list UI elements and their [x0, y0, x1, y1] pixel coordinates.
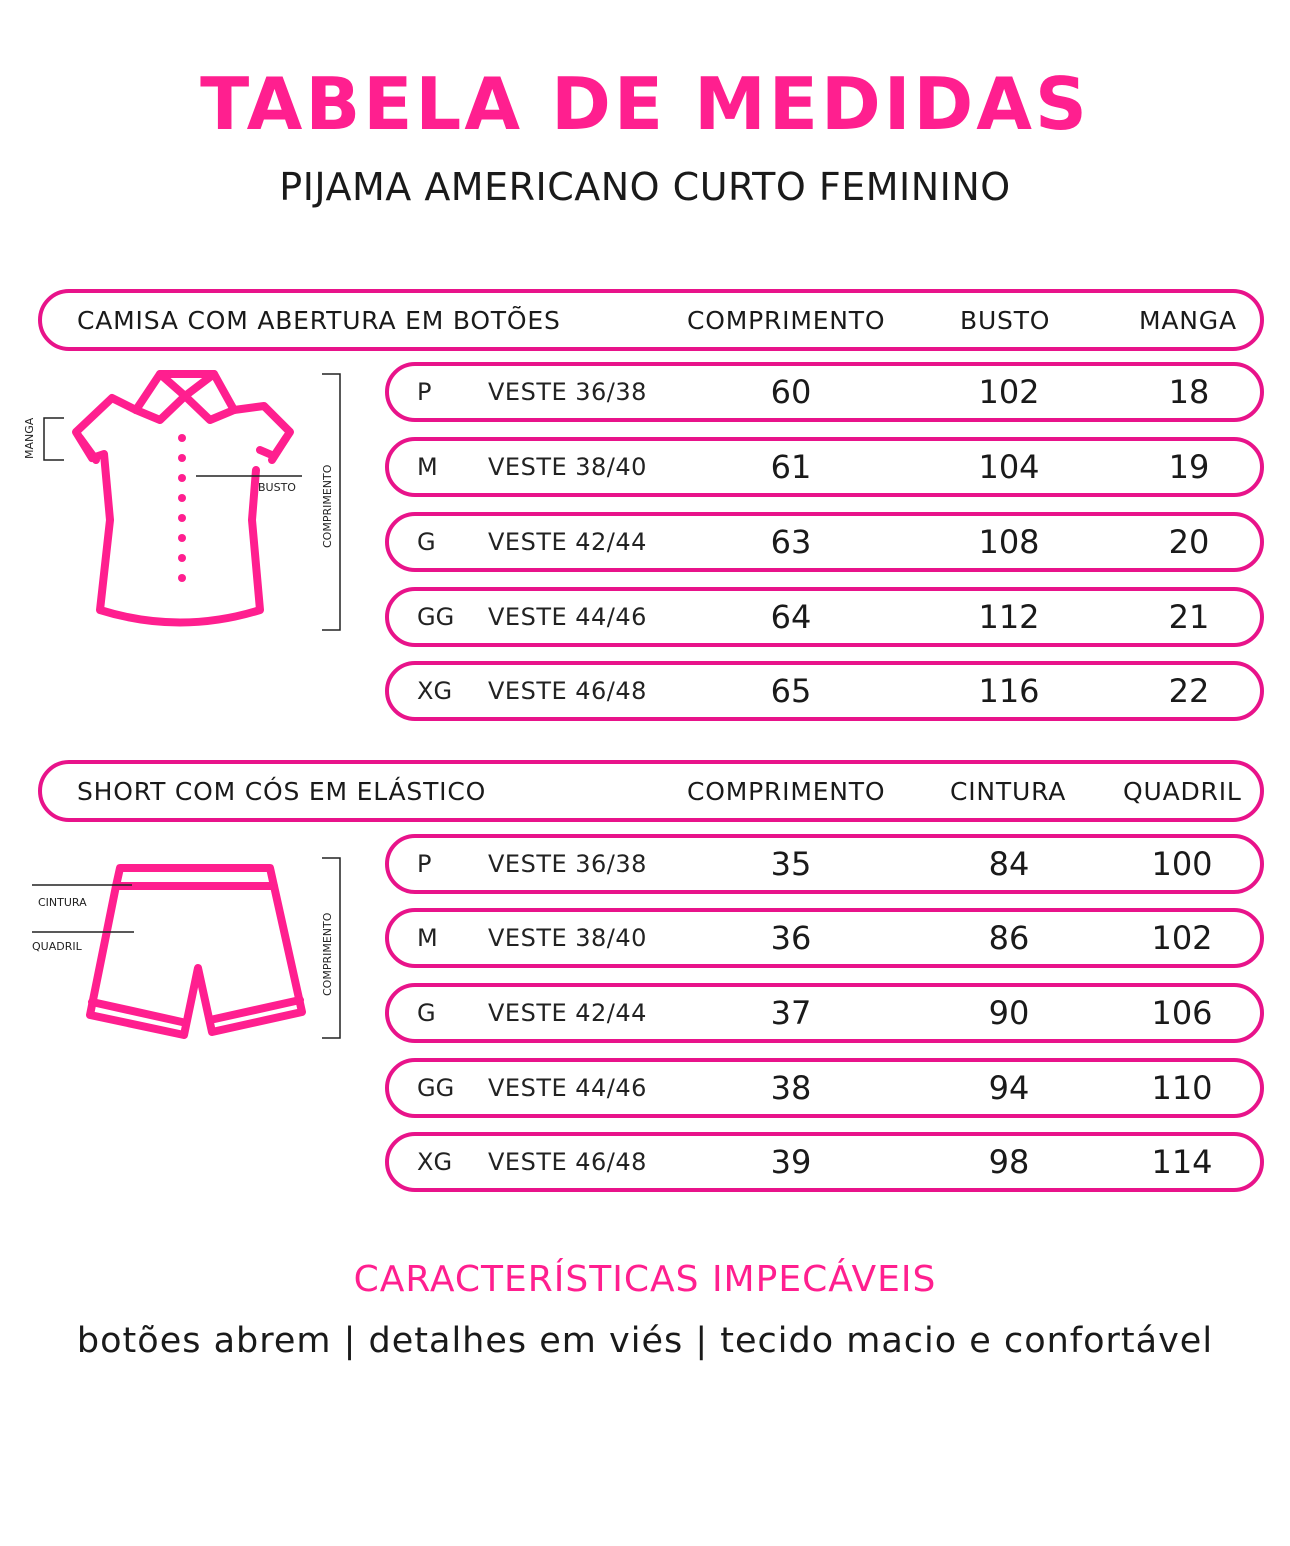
- comprimento-value: 39: [770, 1143, 812, 1181]
- shorts-row: [385, 908, 1264, 968]
- shorts-header-cintura: CINTURA: [950, 776, 1067, 806]
- shirt-row: [385, 362, 1264, 422]
- fit-label: VESTE 38/40: [488, 924, 647, 952]
- shorts-row: [385, 1058, 1264, 1118]
- shorts-header-quadril: QUADRIL: [1123, 776, 1242, 806]
- fit-label: VESTE 42/44: [488, 999, 647, 1027]
- size-label: G: [417, 528, 436, 556]
- shorts-row: [385, 983, 1264, 1043]
- fit-label: VESTE 44/46: [488, 1074, 647, 1102]
- shorts-header-product: SHORT COM CÓS EM ELÁSTICO: [77, 776, 487, 806]
- fit-label: VESTE 36/38: [488, 850, 647, 878]
- shorts-row: [385, 1132, 1264, 1192]
- shirt-row: [385, 661, 1264, 721]
- shirt-diagram-icon: [20, 360, 360, 645]
- shirt-row: [385, 437, 1264, 497]
- manga-figure-label: MANGA: [23, 417, 36, 459]
- quadril-value: 100: [1151, 845, 1213, 883]
- cintura-value: 86: [988, 919, 1030, 957]
- manga-value: 21: [1168, 598, 1210, 636]
- cintura-value: 84: [988, 845, 1030, 883]
- quadril-figure-label: QUADRIL: [32, 940, 82, 953]
- shorts-table-header: [38, 760, 1264, 822]
- fit-label: VESTE 46/48: [488, 1148, 647, 1176]
- busto-value: 104: [978, 448, 1040, 486]
- comprimento-value: 63: [770, 523, 812, 561]
- comprimento-value: 37: [770, 994, 812, 1032]
- size-label: GG: [417, 1074, 455, 1102]
- fit-label: VESTE 36/38: [488, 378, 647, 406]
- cintura-figure-label: CINTURA: [38, 896, 87, 909]
- shirt-table-header: [38, 289, 1264, 351]
- fit-label: VESTE 46/48: [488, 677, 647, 705]
- comprimento-value: 36: [770, 919, 812, 957]
- busto-value: 116: [978, 672, 1040, 710]
- comprimento-value: 64: [770, 598, 812, 636]
- comprimento-figure-label: COMPRIMENTO: [321, 464, 334, 548]
- shirt-header-busto: BUSTO: [960, 305, 1051, 335]
- busto-value: 108: [978, 523, 1040, 561]
- fit-label: VESTE 42/44: [488, 528, 647, 556]
- cintura-value: 98: [988, 1143, 1030, 1181]
- shorts-header-comprimento: COMPRIMENTO: [687, 776, 886, 806]
- quadril-value: 106: [1151, 994, 1213, 1032]
- shirt-header-manga: MANGA: [1139, 305, 1237, 335]
- size-label: G: [417, 999, 436, 1027]
- page-subtitle: PIJAMA AMERICANO CURTO FEMININO: [279, 165, 1011, 209]
- size-label: P: [417, 850, 432, 878]
- comprimento-value: 61: [770, 448, 812, 486]
- page-title: TABELA DE MEDIDAS: [200, 62, 1090, 146]
- shirt-row: [385, 587, 1264, 647]
- size-label: P: [417, 378, 432, 406]
- size-label: GG: [417, 603, 455, 631]
- shirt-header-comprimento: COMPRIMENTO: [687, 305, 886, 335]
- size-label: M: [417, 453, 438, 481]
- cintura-value: 90: [988, 994, 1030, 1032]
- shirt-header-product: CAMISA COM ABERTURA EM BOTÕES: [77, 305, 561, 335]
- comprimento-value: 35: [770, 845, 812, 883]
- cintura-value: 94: [988, 1069, 1030, 1107]
- manga-value: 19: [1168, 448, 1210, 486]
- comprimento-value: 38: [770, 1069, 812, 1107]
- comprimento-value: 65: [770, 672, 812, 710]
- comprimento-figure-label: COMPRIMENTO: [321, 912, 334, 996]
- manga-value: 20: [1168, 523, 1210, 561]
- quadril-value: 114: [1151, 1143, 1213, 1181]
- quadril-value: 102: [1151, 919, 1213, 957]
- size-label: M: [417, 924, 438, 952]
- manga-value: 22: [1168, 672, 1210, 710]
- fit-label: VESTE 44/46: [488, 603, 647, 631]
- busto-figure-label: BUSTO: [258, 481, 296, 494]
- features-text: botões abrem | detalhes em viés | tecido macio e confortável: [76, 1321, 1214, 1361]
- features-title: CARACTERÍSTICAS IMPECÁVEIS: [353, 1259, 937, 1300]
- fit-label: VESTE 38/40: [488, 453, 647, 481]
- busto-value: 102: [978, 373, 1040, 411]
- busto-value: 112: [978, 598, 1040, 636]
- size-label: XG: [417, 1148, 453, 1176]
- manga-value: 18: [1168, 373, 1210, 411]
- shorts-row: [385, 834, 1264, 894]
- shorts-diagram-icon: [20, 850, 360, 1050]
- size-label: XG: [417, 677, 453, 705]
- comprimento-value: 60: [770, 373, 812, 411]
- quadril-value: 110: [1151, 1069, 1213, 1107]
- shirt-row: [385, 512, 1264, 572]
